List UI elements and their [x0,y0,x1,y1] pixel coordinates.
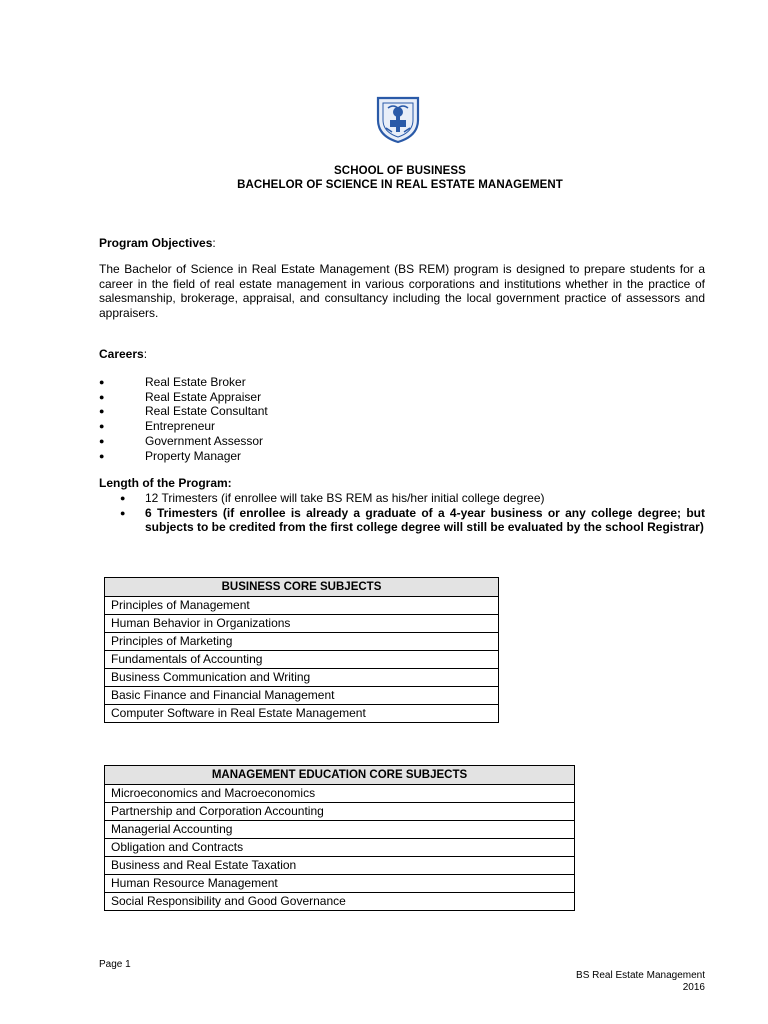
page-number: Page 1 [99,959,131,970]
career-item-label: Real Estate Consultant [145,404,268,419]
table-cell: Partnership and Corporation Accounting [105,803,575,821]
table-cell: Obligation and Contracts [105,839,575,857]
career-item-label: Real Estate Appraiser [145,389,262,404]
table-row [105,615,499,633]
list-item [99,404,268,419]
table-cell: Fundamentals of Accounting [105,651,499,669]
table-row [105,633,499,651]
school-crest-logo [372,94,424,144]
table-cell: Human Behavior in Organizations [105,615,499,633]
list-item [99,390,268,405]
table-row [105,687,499,705]
program-title: BACHELOR OF SCIENCE IN REAL ESTATE MANAGEMENT [237,179,563,191]
objectives-heading: Program Objectives: [99,236,216,250]
list-item [120,491,705,506]
careers-list [99,375,268,463]
table-row [105,893,575,911]
footer-doc-info [576,970,705,994]
objectives-paragraph: The Bachelor of Science in Real Estate Management (BS REM) program is designed to prepare students for a career in the field of real estate management in various corporations and institutions whether in the practice of salesmanship, brokerage, appraisal, and consultancy including the local government practice of assessors and appraisers. [99,262,705,320]
list-item [99,434,268,449]
school-name: SCHOOL OF BUSINESS [334,165,466,177]
table-row [105,839,575,857]
table-header: MANAGEMENT EDUCATION CORE SUBJECTS [105,766,575,785]
table-header: BUSINESS CORE SUBJECTS [105,578,499,597]
list-item [99,419,268,434]
table-cell: Business Communication and Writing [105,669,499,687]
table-row [105,857,575,875]
length-heading [99,476,232,490]
table-row [105,803,575,821]
table-cell: Microeconomics and Macroeconomics [105,785,575,803]
career-item-label: Real Estate Broker [145,375,246,389]
table-row [105,597,499,615]
career-item-label: Government Assessor [145,433,264,448]
list-item [99,375,268,390]
footer-doc-name: BS Real Estate Management [576,970,705,981]
table-row [105,669,499,687]
bullet-icon: ● [99,435,105,446]
management-core-table [104,765,575,911]
table-cell: Managerial Accounting [105,821,575,839]
footer-year: 2016 [682,982,705,993]
length-item-label: 6 Trimesters (if enrollee is already a graduate of a 4-year business or any college degree; but subjects to be credited from the first college degree will still be evaluated by the school Registrar) [145,505,705,534]
table-cell: Human Resource Management [105,875,575,893]
table-header-row [105,578,499,597]
length-item-label: 12 Trimesters (if enrollee will take BS REM as his/her initial college degree) [145,491,545,505]
business-core-table [104,577,499,723]
list-item [99,449,268,464]
table-row [105,821,575,839]
length-list [120,491,705,535]
objectives-label: Program Objectives [99,236,213,250]
table-cell: Business and Real Estate Taxation [105,857,575,875]
table-header-row [105,766,575,785]
bullet-icon: ● [99,377,105,387]
bullet-icon: ● [99,421,105,432]
bullet-icon: ● [99,450,105,461]
length-label: Length of the Program: [99,476,232,490]
table-cell: Principles of Management [105,597,499,615]
bullet-icon: ● [120,493,126,503]
careers-heading: Careers: [99,347,148,361]
career-item-label: Property Manager [145,448,242,463]
career-item-label: Entrepreneur [145,419,216,434]
table-row [105,875,575,893]
table-row [105,785,575,803]
list-item [120,506,705,535]
bullet-icon: ● [99,406,105,417]
table-row [105,651,499,669]
table-row [105,705,499,723]
table-cell: Basic Finance and Financial Management [105,687,499,705]
table-cell: Computer Software in Real Estate Management [105,705,499,723]
careers-label: Careers [99,347,144,361]
bullet-icon: ● [99,391,105,402]
table-cell: Social Responsibility and Good Governance [105,893,575,911]
bullet-icon: ● [120,507,126,518]
table-cell: Principles of Marketing [105,633,499,651]
